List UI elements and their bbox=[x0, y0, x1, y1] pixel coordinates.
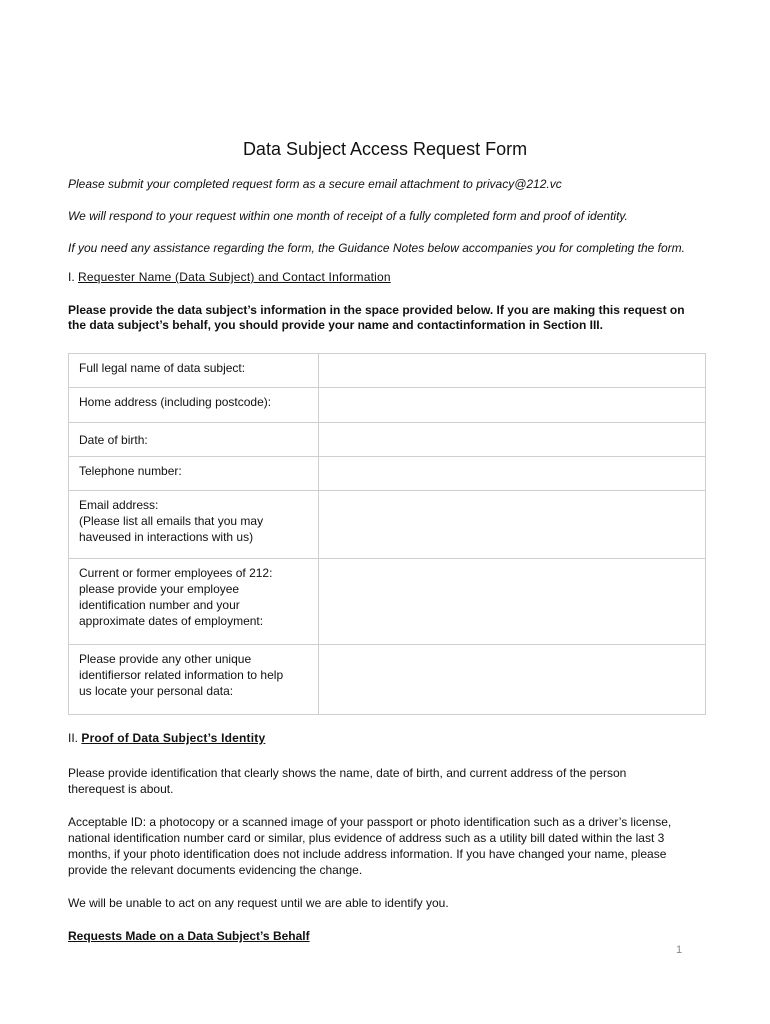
section-1-instruction-line-2: the data subject’s behalf, you should provide your name and contactinformation in Section III. bbox=[68, 318, 603, 332]
telephone-field[interactable] bbox=[319, 457, 706, 491]
identifiers-label-line-1: Please provide any other unique bbox=[79, 652, 252, 666]
table-row bbox=[69, 423, 706, 457]
table-row bbox=[69, 457, 706, 491]
table-row bbox=[69, 559, 706, 645]
email-label-line-2: (Please list all emails that you may bbox=[79, 514, 264, 528]
table-row bbox=[69, 491, 706, 559]
full-name-field[interactable] bbox=[319, 354, 706, 388]
section-1-instruction-line-1: Please provide the data subject’s information in the space provided below. If you are making this request on bbox=[68, 303, 685, 317]
employee-info-field[interactable] bbox=[319, 559, 706, 645]
date-of-birth-label-text: Date of birth: bbox=[79, 433, 148, 447]
date-of-birth-label bbox=[69, 423, 319, 457]
section-1-instruction bbox=[68, 303, 728, 333]
identification-paragraph bbox=[68, 765, 708, 797]
employee-label-line-1: Current or former employees of 212: bbox=[79, 566, 273, 580]
identifiers-label-line-2: identifiersor related information to help bbox=[79, 668, 284, 682]
full-name-label bbox=[69, 354, 319, 388]
email-address-label bbox=[69, 491, 319, 559]
acceptable-id-line-1: Acceptable ID: a photocopy or a scanned image of your passport or photo identification such as a driver’s license, bbox=[68, 815, 672, 829]
section-1-title: Requester Name (Data Subject) and Contact Information bbox=[78, 270, 391, 284]
employee-label-line-3: identification number and your bbox=[79, 598, 240, 612]
section-1-heading bbox=[68, 270, 391, 285]
table-row bbox=[69, 354, 706, 388]
table-row bbox=[69, 388, 706, 423]
other-identifiers-label bbox=[69, 645, 319, 715]
acceptable-id-line-3: months, if your photo identification does not include address information. If you have changed your name, please bbox=[68, 847, 667, 861]
section-2-number: II. bbox=[68, 731, 79, 745]
telephone-label-text: Telephone number: bbox=[79, 464, 182, 478]
behalf-requests-heading: Requests Made on a Data Subject’s Behalf bbox=[68, 929, 310, 943]
home-address-label-text: Home address (including postcode): bbox=[79, 395, 272, 409]
full-name-label-text: Full legal name of data subject: bbox=[79, 361, 246, 375]
email-label-line-3: haveused in interactions with us) bbox=[79, 530, 254, 544]
employee-label-line-2: please provide your employee bbox=[79, 582, 240, 596]
employee-label-line-4: approximate dates of employment: bbox=[79, 614, 264, 628]
home-address-label bbox=[69, 388, 319, 423]
home-address-field[interactable] bbox=[319, 388, 706, 423]
section-2-title: Proof of Data Subject’s Identity bbox=[81, 731, 266, 745]
intro-submit-text: Please submit your completed request form as a secure email attachment to privacy@212.vc bbox=[68, 177, 562, 191]
page-title: Data Subject Access Request Form bbox=[242, 139, 528, 159]
identification-line-1: Please provide identification that clearly shows the name, date of birth, and current address of the person bbox=[68, 766, 627, 780]
other-identifiers-field[interactable] bbox=[319, 645, 706, 715]
date-of-birth-field[interactable] bbox=[319, 423, 706, 457]
employee-info-label bbox=[69, 559, 319, 645]
intro-assistance-text: If you need any assistance regarding the form, the Guidance Notes below accompanies you for completing the form. bbox=[68, 241, 686, 255]
acceptable-id-line-4: provide the relevant documents evidencing the change. bbox=[68, 863, 363, 877]
table-row bbox=[69, 645, 706, 715]
unable-to-act-paragraph: We will be unable to act on any request until we are able to identify you. bbox=[68, 896, 449, 910]
email-address-field[interactable] bbox=[319, 491, 706, 559]
identifiers-label-line-3: us locate your personal data: bbox=[79, 684, 234, 698]
intro-respond-text: We will respond to your request within one month of receipt of a fully completed form and proof of identity. bbox=[68, 209, 628, 223]
section-2-heading bbox=[68, 731, 265, 746]
acceptable-id-line-2: national identification number card or similar, plus evidence of address such as a utility bill dated within the last 3 bbox=[68, 831, 665, 845]
page-number: 1 bbox=[676, 944, 683, 956]
acceptable-id-paragraph bbox=[68, 814, 708, 878]
identification-line-2: therequest is about. bbox=[68, 782, 174, 796]
data-subject-info-table bbox=[68, 353, 706, 715]
section-1-number: I. bbox=[68, 270, 75, 284]
email-label-line-1: Email address: bbox=[79, 498, 159, 512]
telephone-label bbox=[69, 457, 319, 491]
